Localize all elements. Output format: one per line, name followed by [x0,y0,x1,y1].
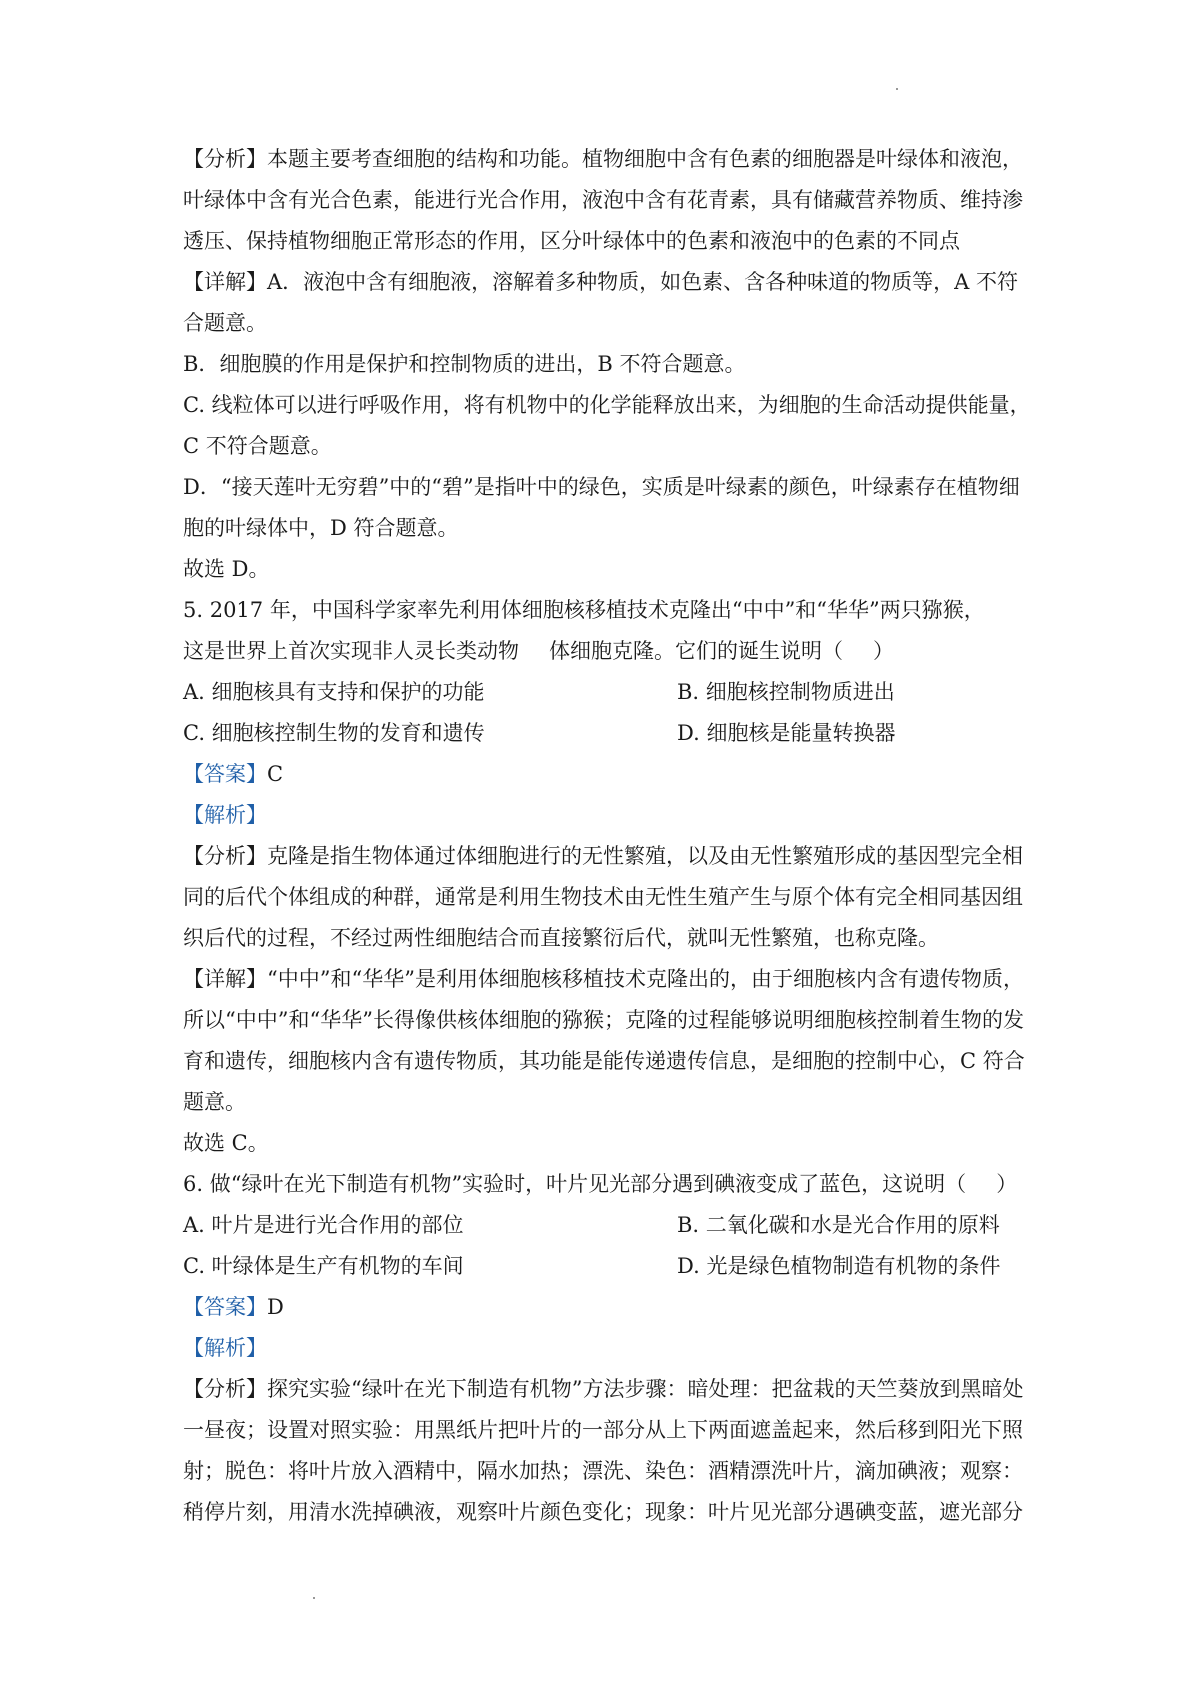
q5-stem-part: 体细胞克隆。它们的诞生说明（ [549,639,843,663]
answer-tag: 【答案】 [183,1295,267,1319]
scan-speck [313,1597,315,1599]
q5-analysis-line: 织后代的过程，不经过两性细胞结合而直接繁衍后代，就叫无性繁殖，也称克隆。 [183,926,939,950]
q5-detail-line: 【详解】“中中”和“华华”是利用体细胞核移植技术克隆出的，由于细胞核内含有遗传物质， [183,967,1024,991]
q4-detail-line: B．细胞膜的作用是保护和控制物质的进出，B 不符合题意。 [183,352,746,376]
q6-option-b: B. 二氧化碳和水是光合作用的原料 [677,1213,1000,1237]
q4-detail-line: 【详解】A．液泡中含有细胞液，溶解着多种物质，如色素、含各种味道的物质等，A 不符 [183,270,1019,294]
q6-stem-text: 6. 做“绿叶在光下制造有机物”实验时，叶片见光部分遇到碘液变成了蓝色，这说明（ [183,1172,967,1196]
q4-conclusion: 故选 D。 [183,557,270,581]
q6-option-d: D. 光是绿色植物制造有机物的条件 [677,1254,1001,1278]
answer-tag: 【答案】 [183,762,267,786]
q5-option-b: B. 细胞核控制物质进出 [677,680,895,704]
explanation-tag: 【解析】 [183,803,267,827]
q5-option-d: D. 细胞核是能量转换器 [677,721,896,745]
q6-answer-line [183,1287,284,1328]
q5-answer-line [183,754,283,795]
q4-detail-line: 合题意。 [183,311,267,335]
q5-analysis-line: 同的后代个体组成的种群，通常是利用生物技术由无性生殖产生与原个体有完全相同基因组 [183,885,1023,909]
q6-stem [183,1164,1017,1205]
q4-analysis-line: 叶绿体中含有光合色素，能进行光合作用，液泡中含有花青素，具有储藏营养物质、维持渗 [183,188,1023,212]
q6-analysis-line: 射；脱色：将叶片放入酒精中，隔水加热；漂洗、染色：酒精漂洗叶片，滴加碘液；观察： [183,1459,1023,1483]
q6-option-a: A. 叶片是进行光合作用的部位 [183,1213,464,1237]
q4-detail-line: D．“接天莲叶无穷碧”中的“碧”是指叶中的绿色，实质是叶绿素的颜色，叶绿素存在植物细 [183,475,1020,499]
q5-conclusion: 故选 C。 [183,1131,269,1155]
q5-analysis-line: 【分析】克隆是指生物体通过体细胞进行的无性繁殖，以及由无性繁殖形成的基因型完全相 [183,844,1023,868]
explanation-tag: 【解析】 [183,1336,267,1360]
q6-analysis-line: 【分析】探究实验“绿叶在光下制造有机物”方法步骤：暗处理：把盆栽的天竺葵放到黑暗处 [183,1377,1024,1401]
q5-stem-part: 这是世界上首次实现非人灵长类动物 [183,639,519,663]
q6-option-c: C. 叶绿体是生产有机物的车间 [183,1254,464,1278]
q5-detail-line: 题意。 [183,1090,246,1114]
q5-stem-line: 5. 2017 年，中国科学家率先利用体细胞核移植技术克隆出“中中”和“华华”两只猕猴， [183,598,985,622]
q4-detail-line: C 不符合题意。 [183,434,332,458]
q6-analysis-line: 稍停片刻，用清水洗掉碘液，观察叶片颜色变化；现象：叶片见光部分遇碘变蓝，遮光部分 [183,1500,1023,1524]
q6-analysis-line: 一昼夜；设置对照实验：用黑纸片把叶片的一部分从上下两面遮盖起来，然后移到阳光下照 [183,1418,1023,1442]
q5-detail-line: 育和遗传，细胞核内含有遗传物质，其功能是能传递遗传信息，是细胞的控制中心，C 符合 [183,1049,1025,1073]
q4-detail-line: C. 线粒体可以进行呼吸作用，将有机物中的化学能释放出来，为细胞的生命活动提供能量， [183,393,1031,417]
q6-answer: D [267,1295,284,1319]
q6-stem-end: ） [996,1172,1018,1196]
q5-stem-line [183,631,894,672]
q5-stem-part: ） [873,639,894,663]
scan-speck [896,88,898,90]
q5-option-c: C. 细胞核控制生物的发育和遗传 [183,721,485,745]
q4-detail-line: 胞的叶绿体中，D 符合题意。 [183,516,459,540]
q4-analysis-line: 【分析】本题主要考查细胞的结构和功能。植物细胞中含有色素的细胞器是叶绿体和液泡， [183,147,1023,171]
q5-answer: C [267,762,284,786]
q5-option-a: A. 细胞核具有支持和保护的功能 [183,680,485,704]
q5-detail-line: 所以“中中”和“华华”长得像供核体细胞的猕猴；克隆的过程能够说明细胞核控制着生物的发 [183,1008,1024,1032]
q4-analysis-line: 透压、保持植物细胞正常形态的作用，区分叶绿体中的色素和液泡中的色素的不同点 [183,229,960,253]
